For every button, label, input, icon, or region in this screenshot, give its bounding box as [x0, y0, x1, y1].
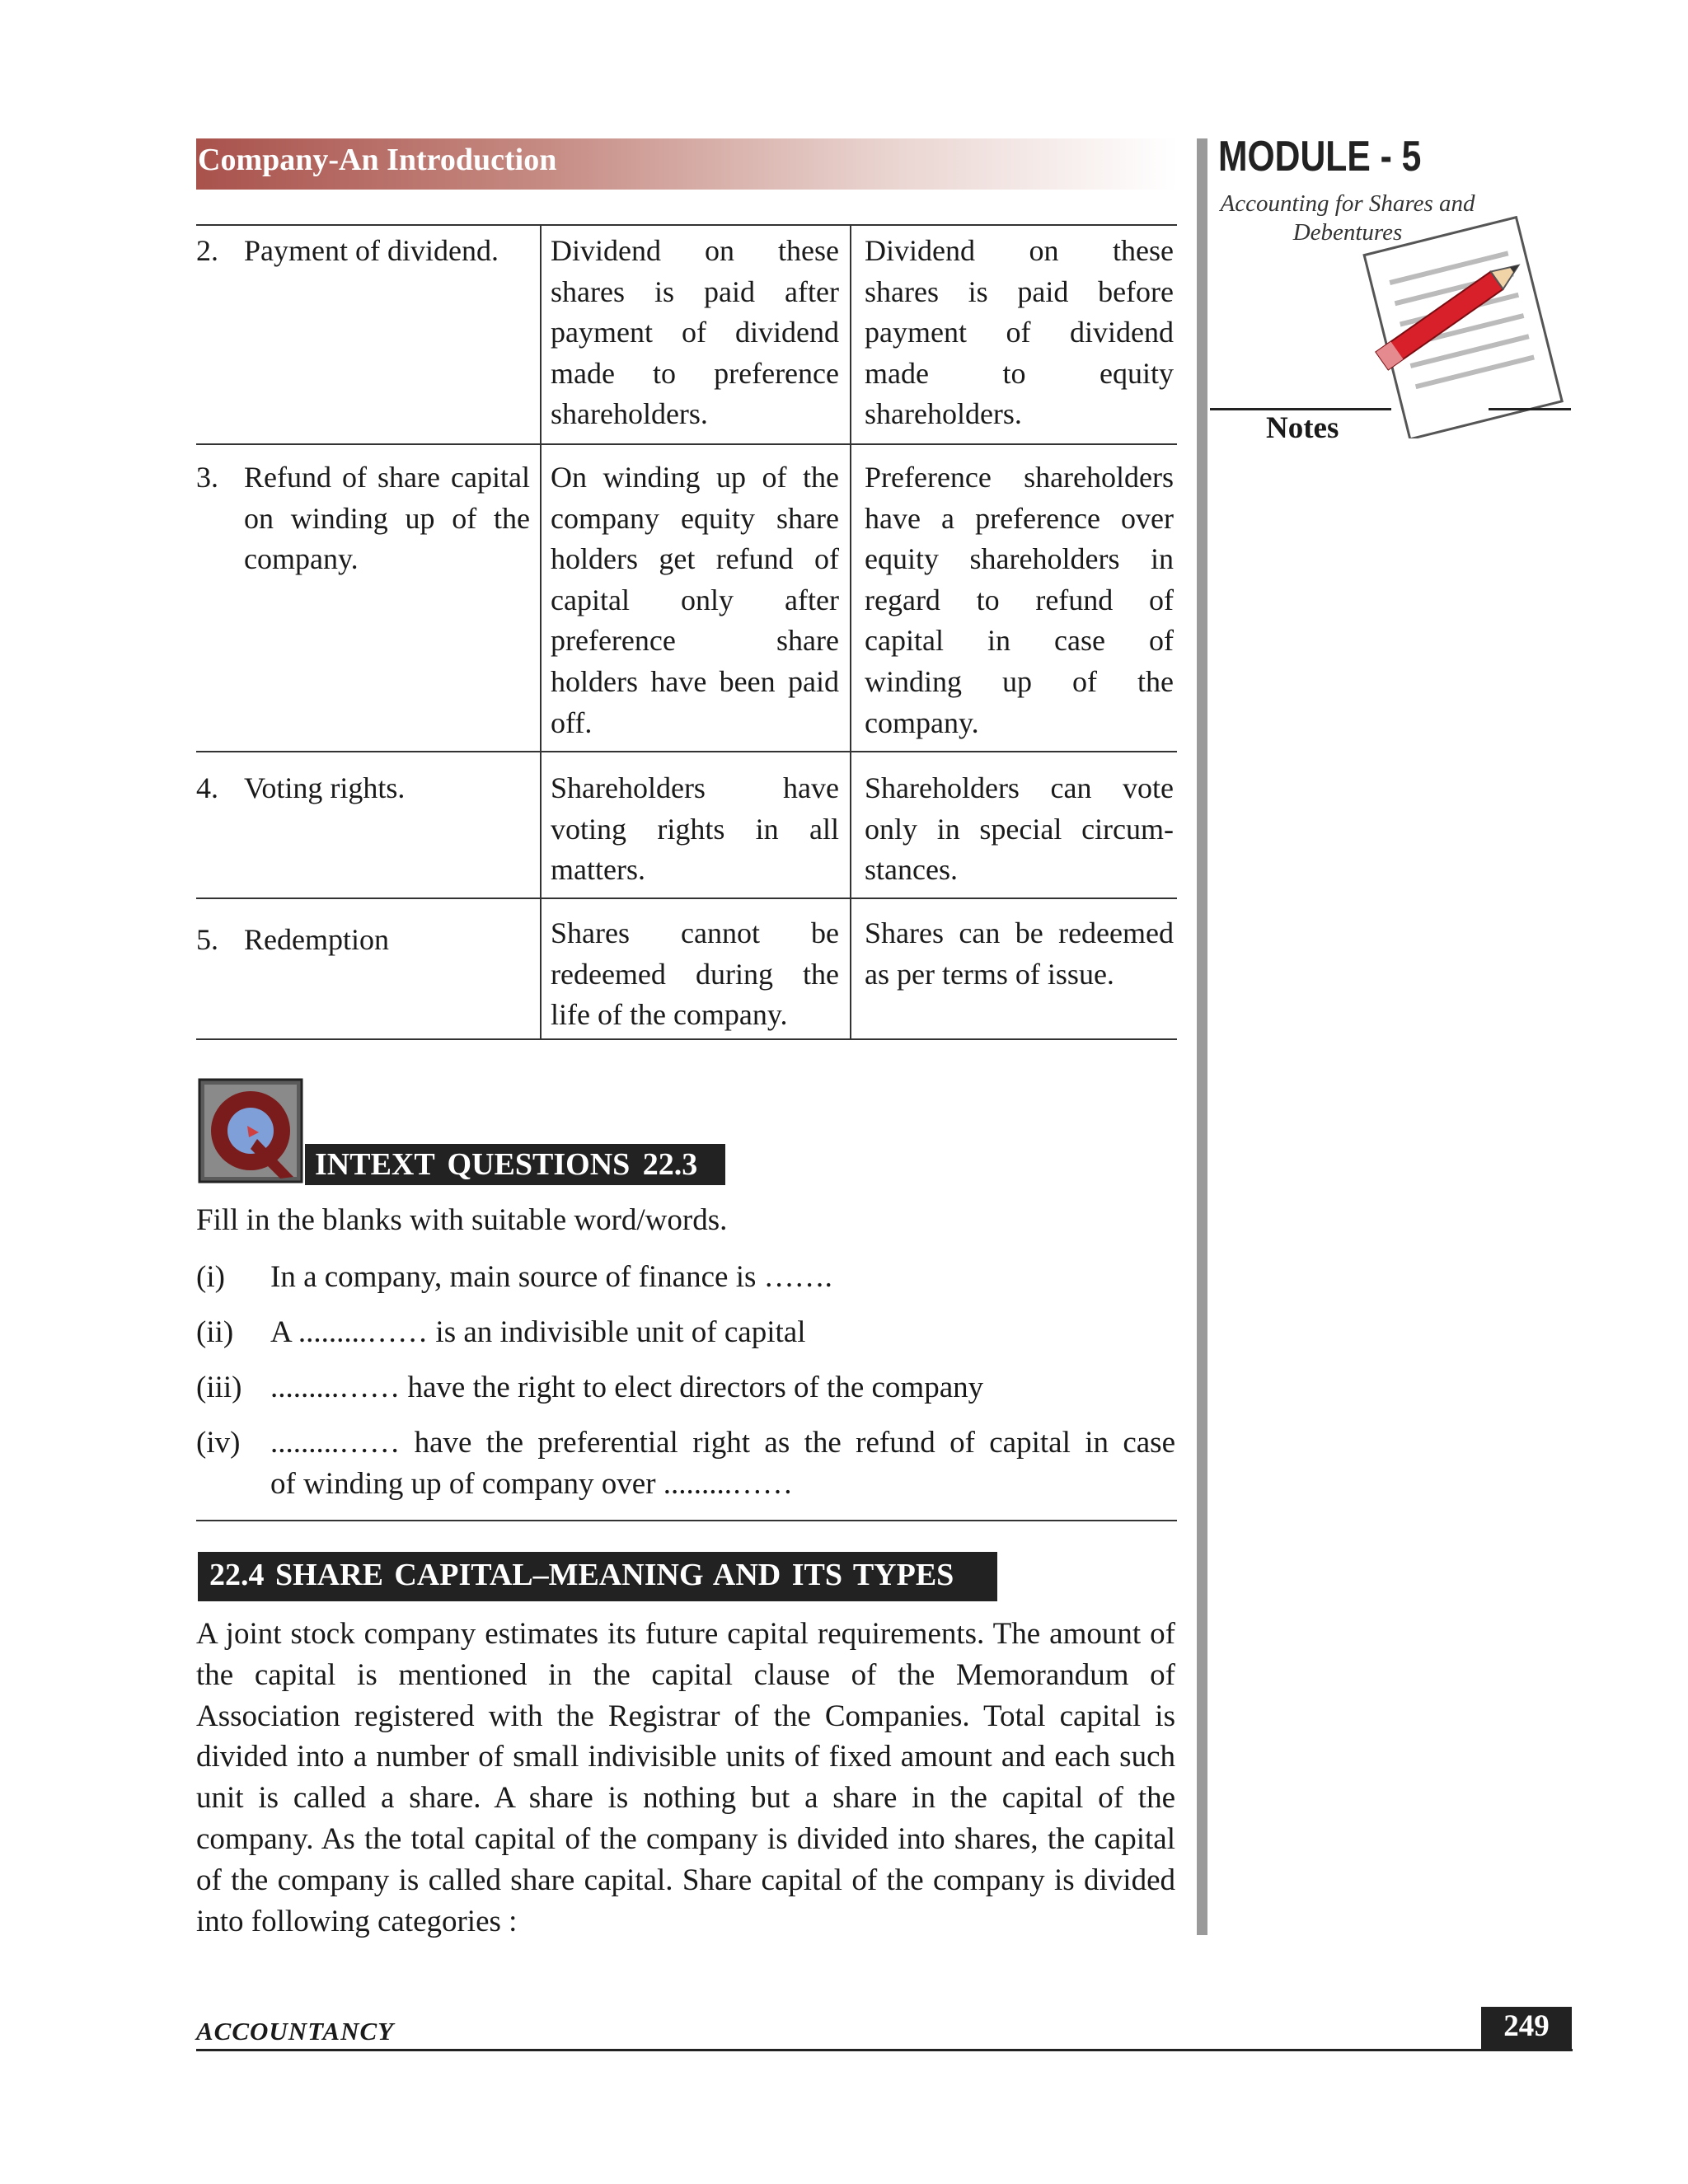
- margin-divider: [1197, 138, 1207, 1935]
- cell-line: life of the company.: [551, 998, 788, 1032]
- cell-line: shares is paid before: [865, 274, 1174, 308]
- cell-line: Shares can be redeemed: [865, 916, 1174, 949]
- question-number: (i): [196, 1260, 225, 1294]
- cell-line: as per terms of issue.: [865, 957, 1114, 991]
- module-subtitle-line: Accounting for Shares and: [1220, 190, 1475, 217]
- cell-line: matters.: [551, 853, 645, 887]
- cell-line: payment of dividend: [865, 316, 1174, 349]
- cell-line: off.: [551, 705, 593, 739]
- question-text: .........…… have the preferential right as the refund of capital in case: [270, 1426, 1175, 1460]
- table-row: [196, 457, 530, 580]
- preference-cell: [865, 768, 1174, 891]
- module-title: MODULE - 5: [1218, 133, 1422, 180]
- question-text: A .........…… is an indivisible unit of capital: [270, 1315, 806, 1349]
- table-row: [196, 231, 530, 272]
- intext-instruction: Fill in the blanks with suitable word/words.: [196, 1203, 728, 1237]
- cell-line: payment of dividend: [551, 316, 839, 349]
- intext-title: INTEXT QUESTIONS 22.3: [315, 1147, 698, 1182]
- cell-line: Preference shareholders: [865, 461, 1174, 494]
- chapter-title: Company-An Introduction: [198, 143, 557, 177]
- cell-line: shares is paid after: [551, 274, 839, 308]
- feature-cell-line: on winding up of the: [244, 501, 530, 535]
- cell-line: holders get refund of: [551, 542, 839, 576]
- question-number: (iv): [196, 1426, 241, 1460]
- table-row: [196, 768, 530, 809]
- cell-line: Dividend on these: [865, 234, 1174, 267]
- table-rule: [196, 751, 1177, 752]
- preference-cell: [865, 913, 1174, 995]
- row-number: 4.: [196, 771, 218, 804]
- cell-line: Shareholders can vote: [865, 771, 1174, 804]
- table-column-divider: [540, 224, 542, 1040]
- preference-cell: [865, 457, 1174, 743]
- cell-line: have a preference over: [865, 501, 1174, 535]
- cell-line: Shares cannot be: [551, 916, 839, 949]
- cell-line: redeemed during the: [551, 957, 839, 991]
- cell-line: holders have been paid: [551, 664, 839, 698]
- cell-line: company equity share: [551, 501, 839, 535]
- cell-line: winding up of the: [865, 664, 1174, 698]
- notes-label: Notes: [1266, 411, 1339, 445]
- feature-cell-line: Voting rights.: [244, 771, 406, 804]
- question-text: In a company, main source of finance is …….: [270, 1260, 832, 1294]
- row-number: 5.: [196, 923, 218, 956]
- table-column-divider: [850, 224, 851, 1040]
- equity-cell: [551, 457, 839, 743]
- question-number: (iii): [196, 1371, 242, 1404]
- footer-rule: [196, 2049, 1573, 2051]
- question-q-icon: [198, 1078, 303, 1183]
- question-text: .........…… have the right to elect directors of the company: [270, 1371, 984, 1404]
- table-rule: [196, 224, 1177, 226]
- cell-line: capital in case of: [865, 624, 1174, 658]
- feature-cell-line: company.: [244, 542, 359, 576]
- notes-rule: [1489, 408, 1571, 410]
- cell-line: shareholders.: [551, 397, 708, 431]
- feature-cell-line: Payment of dividend.: [244, 234, 499, 267]
- question-text: of winding up of company over .........……: [270, 1467, 794, 1501]
- cell-line: On winding up of the: [551, 461, 839, 494]
- equity-cell: [551, 768, 839, 891]
- section-rule: [196, 1520, 1177, 1521]
- table-rule: [196, 898, 1177, 899]
- section-body: A joint stock company estimates its future capital requirements. The amount of the capital is mentioned in the capital clause of the Memorandum of Association registered with the Registrar of the Companies. Total capital is divided into a number of small indivisible units of fixed amount and each such unit is called a share. A share is nothing but a share in the capital of the company. As the total capital of the company is divided into shares, the capital of the company is called share capital. Share capital of the company is divided into following categories :: [196, 1617, 1175, 1938]
- cell-line: preference share: [551, 624, 839, 658]
- cell-line: voting rights in all: [551, 812, 839, 846]
- cell-line: made to equity: [865, 356, 1174, 390]
- equity-cell: [551, 231, 839, 435]
- module-subtitle-line: Debentures: [1292, 219, 1403, 246]
- cell-line: Shareholders have: [551, 771, 839, 804]
- section-title: 22.4 SHARE CAPITAL–MEANING AND ITS TYPES: [209, 1558, 954, 1592]
- cell-line: equity shareholders in: [865, 542, 1174, 576]
- feature-cell-line: Refund of share capital: [244, 461, 530, 494]
- table-row: [196, 920, 530, 961]
- cell-line: company.: [865, 705, 979, 739]
- row-number: 2.: [196, 234, 218, 267]
- cell-line: made to preference: [551, 356, 839, 390]
- cell-line: regard to refund of: [865, 583, 1174, 616]
- cell-line: capital only after: [551, 583, 839, 616]
- feature-cell-line: Redemption: [244, 923, 389, 956]
- row-number: 3.: [196, 461, 218, 494]
- cell-line: stances.: [865, 853, 958, 887]
- page-number: 249: [1503, 2009, 1550, 2043]
- preference-cell: [865, 231, 1174, 435]
- cell-line: only in special circum-: [865, 812, 1174, 846]
- equity-cell: [551, 913, 839, 1036]
- cell-line: Dividend on these: [551, 234, 839, 267]
- question-number: (ii): [196, 1315, 234, 1349]
- table-rule: [196, 443, 1177, 445]
- notes-paper-pencil-icon: [1352, 216, 1582, 438]
- cell-line: shareholders.: [865, 397, 1022, 431]
- table-rule: [196, 1038, 1177, 1040]
- footer-subject: ACCOUNTANCY: [196, 2017, 395, 2046]
